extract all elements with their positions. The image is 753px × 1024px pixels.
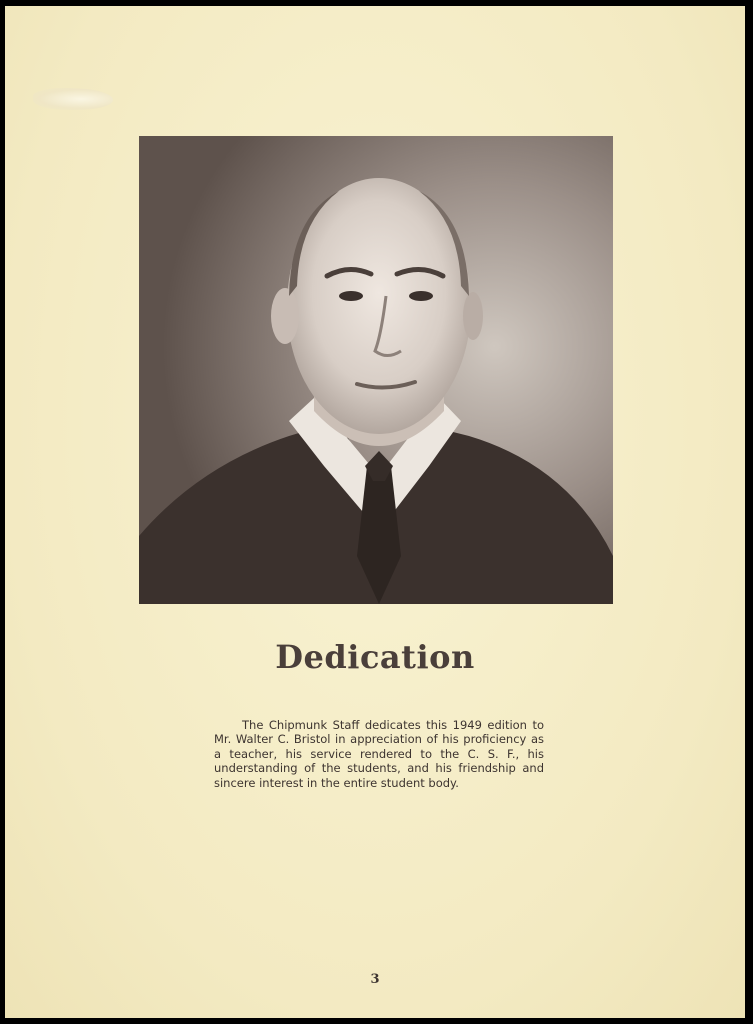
yearbook-page bbox=[5, 6, 745, 1018]
portrait-illustration bbox=[139, 136, 613, 604]
paper-tear-mark bbox=[33, 88, 113, 110]
page-number: 3 bbox=[370, 972, 380, 987]
dedication-paragraph: The Chipmunk Staff dedicates this 1949 edition to Mr. Walter C. Bristol in appreciation of his proficiency as a teacher, his service rendered to the C. S. F., his understanding of the students, and his friendship and sincere interest in the entire student body. bbox=[214, 717, 544, 790]
page-title: Dedication bbox=[275, 638, 475, 676]
portrait-photo bbox=[139, 136, 613, 604]
